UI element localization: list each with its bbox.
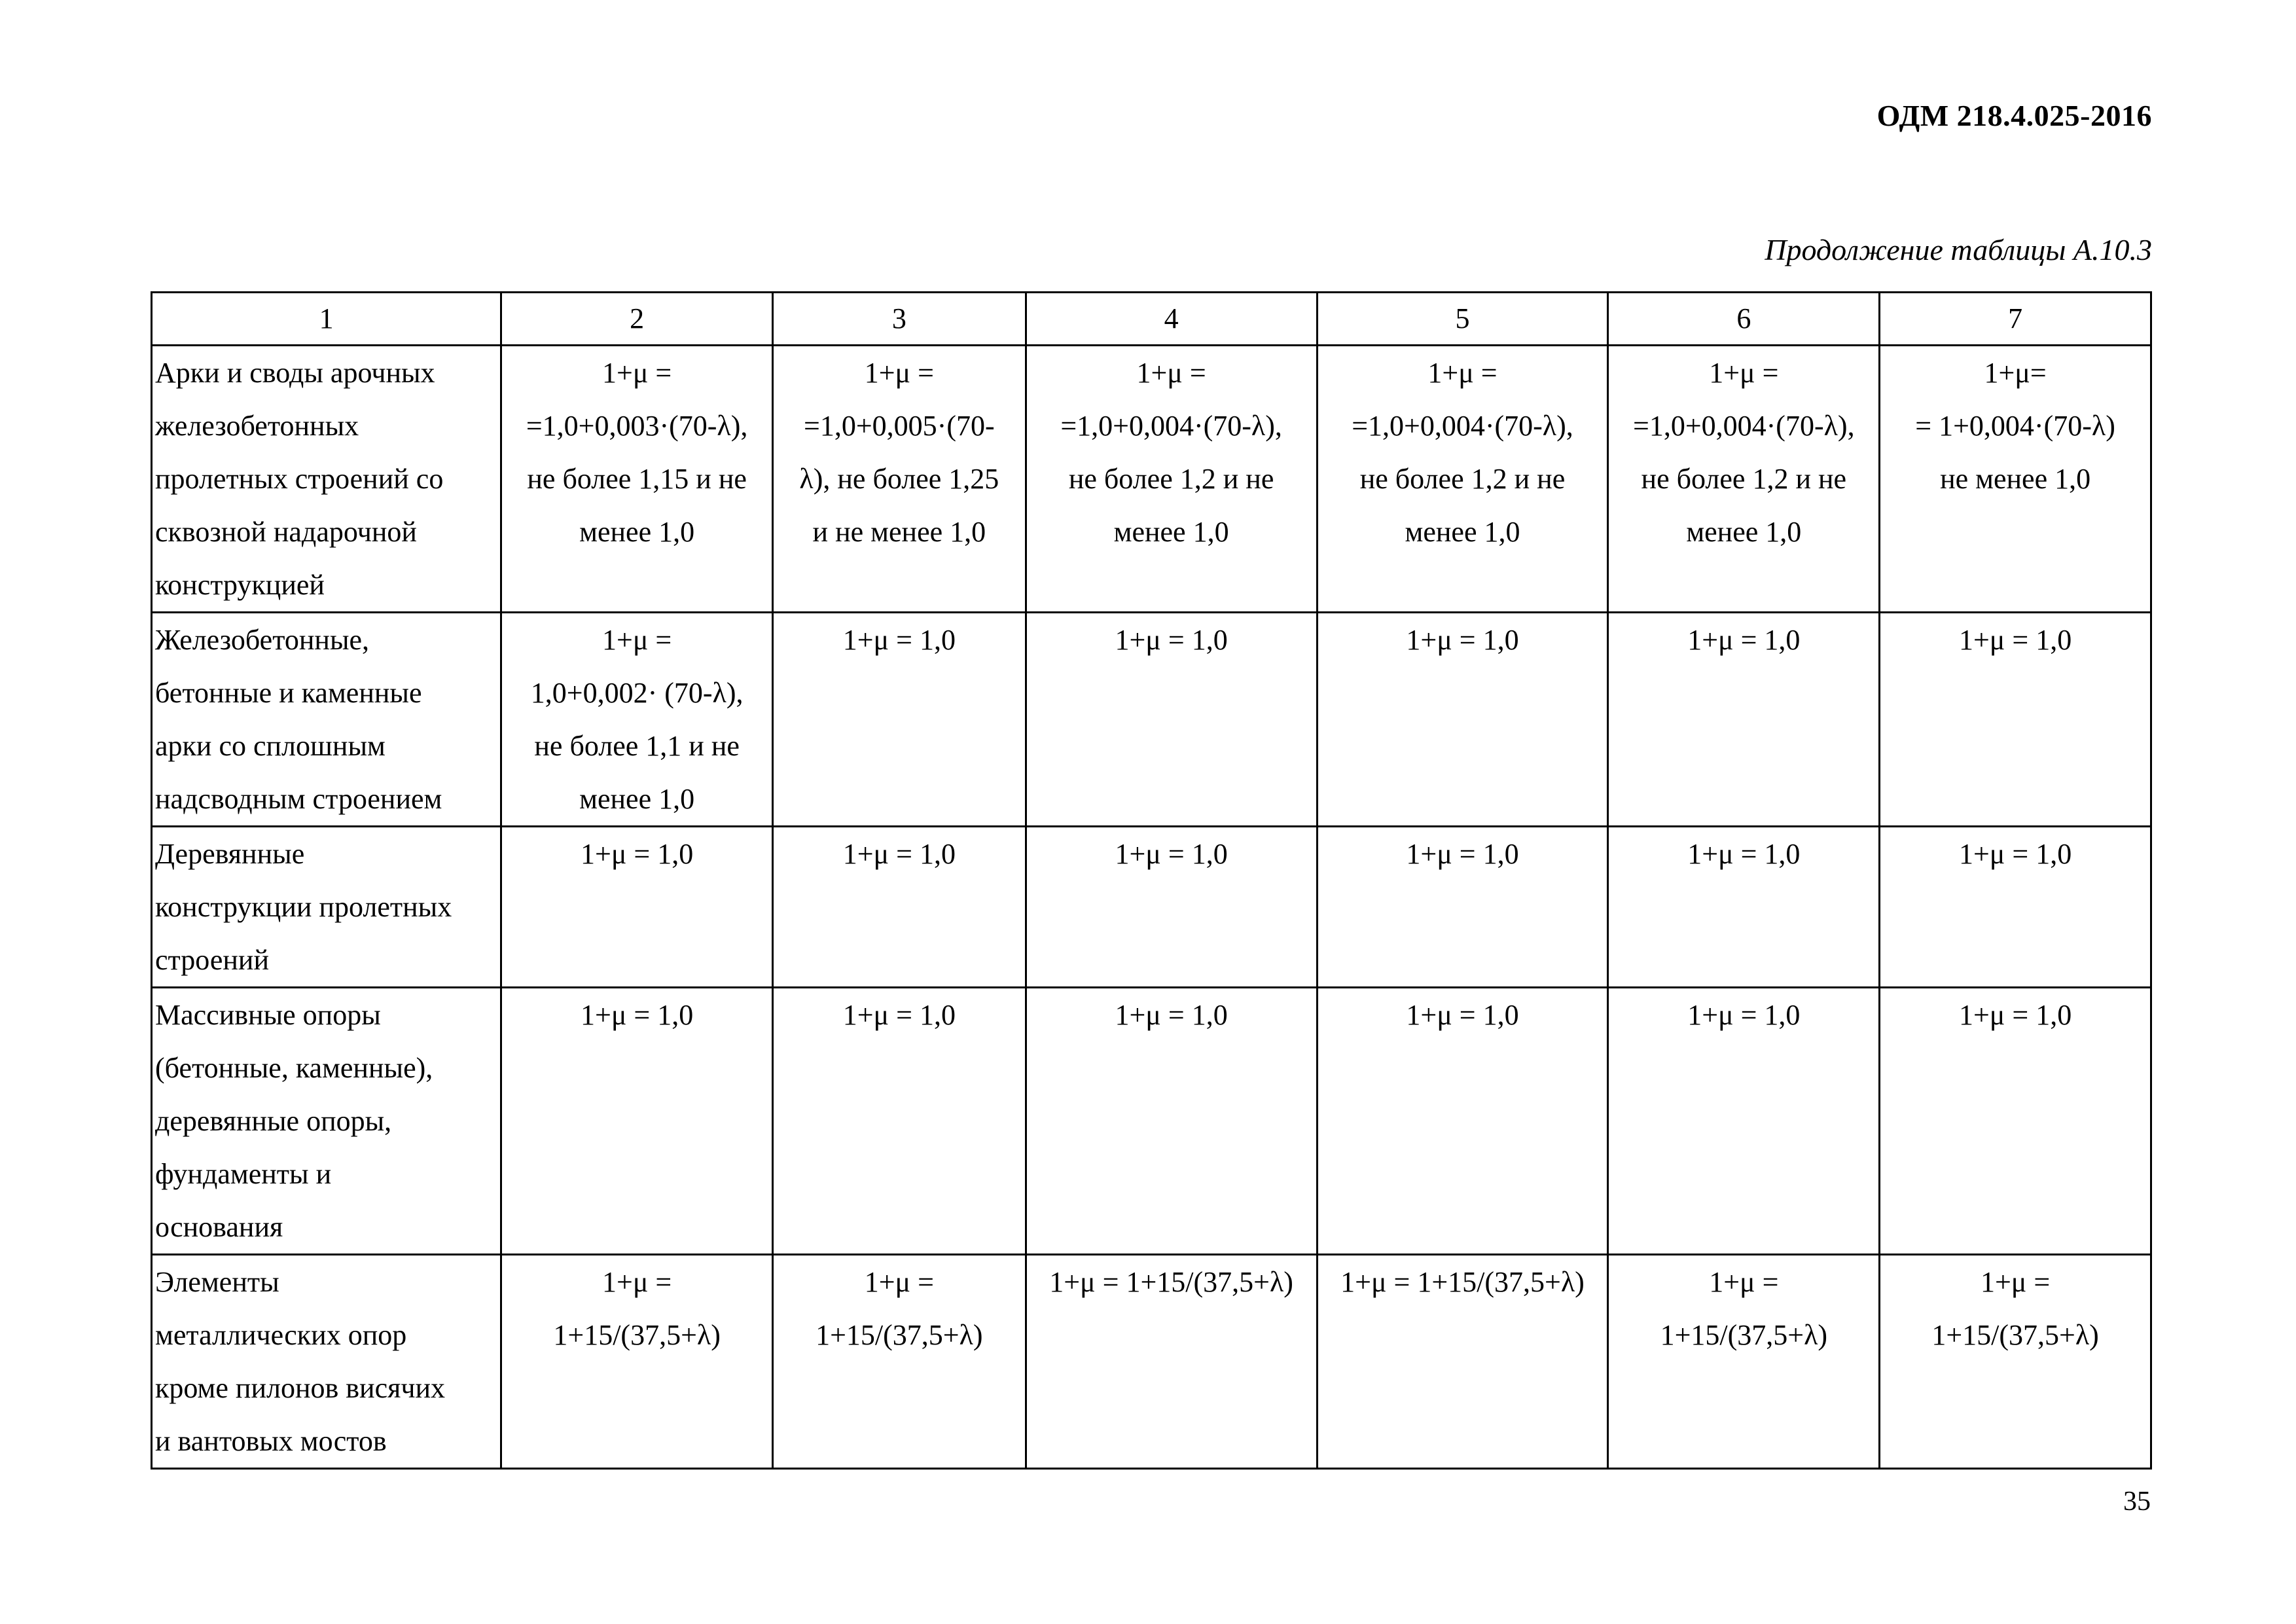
formula-line: 1+μ = 1,0 (1687, 838, 1801, 870)
value-cell (773, 827, 1026, 988)
row-label-line: кроме пилонов висячих (155, 1372, 446, 1404)
formula-line: 1+μ = 1,0 (1958, 838, 2072, 870)
row-label-line: строений (155, 944, 270, 976)
row-label-cell (152, 988, 501, 1255)
value-cell (1608, 613, 1880, 827)
value-cell (1317, 346, 1608, 613)
formula-line: 1+μ = 1,0 (581, 838, 694, 870)
formula-line: менее 1,0 (1113, 516, 1229, 548)
formula-line: 1+μ = (1709, 1266, 1779, 1298)
row-label-line: фундаменты и (155, 1158, 332, 1190)
table-row (152, 1255, 2151, 1469)
table-row (152, 613, 2151, 827)
row-label-line: надсводным строением (155, 783, 442, 815)
value-cell (1317, 613, 1608, 827)
value-cell (773, 988, 1026, 1255)
value-cell (1026, 1255, 1317, 1469)
column-header: 7 (1880, 293, 2151, 346)
row-label-line: (бетонные, каменные), (155, 1052, 433, 1084)
formula-line: менее 1,0 (579, 783, 695, 815)
row-label-line: деревянные опоры, (155, 1105, 392, 1137)
formula-line: менее 1,0 (1405, 516, 1520, 548)
value-cell (1880, 827, 2151, 988)
value-cell (773, 613, 1026, 827)
row-label-line: и вантовых мостов (155, 1425, 387, 1457)
formula-line: =1,0+0,004·(70-λ), (1633, 410, 1855, 442)
value-cell (1026, 827, 1317, 988)
value-cell (1880, 613, 2151, 827)
formula-line: 1+μ = (1427, 357, 1498, 389)
document-code: ОДМ 218.4.025-2016 (1876, 99, 2152, 132)
value-cell (1026, 988, 1317, 1255)
formula-line: не более 1,1 и не (534, 730, 740, 762)
formula-line: 1+μ = 1,0 (842, 624, 956, 656)
value-cell (1026, 346, 1317, 613)
formula-line: менее 1,0 (579, 516, 695, 548)
formula-line: 1+μ = (1709, 357, 1779, 389)
page-number: 35 (2123, 1487, 2151, 1517)
row-label-line: конструкции пролетных (155, 891, 452, 923)
formula-line: 1+15/(37,5+λ) (816, 1319, 983, 1351)
formula-line: 1+15/(37,5+λ) (553, 1319, 721, 1351)
row-label-line: конструкцией (155, 569, 325, 601)
formula-line: 1+μ = (864, 357, 934, 389)
formula-line: не более 1,2 и не (1068, 463, 1274, 495)
formula-line: 1+μ = 1,0 (1406, 999, 1519, 1031)
value-cell (1608, 346, 1880, 613)
formula-line: и не менее 1,0 (812, 516, 986, 548)
row-label-line: Массивные опоры (155, 999, 381, 1031)
row-label-cell (152, 1255, 501, 1469)
value-cell (1317, 827, 1608, 988)
formula-line: 1,0+0,002· (70-λ), (530, 677, 744, 709)
table-header-row (152, 293, 2151, 346)
formula-line: 1+μ = (602, 624, 672, 656)
value-cell (1317, 988, 1608, 1255)
formula-line: 1+μ = 1,0 (1115, 624, 1228, 656)
formula-line: не менее 1,0 (1940, 463, 2091, 495)
row-label-cell (152, 346, 501, 613)
value-cell (1880, 346, 2151, 613)
value-cell (501, 613, 773, 827)
value-cell (1026, 613, 1317, 827)
formula-line: 1+15/(37,5+λ) (1660, 1319, 1828, 1351)
value-cell (773, 346, 1026, 613)
formula-line: =1,0+0,005·(70- (804, 410, 995, 442)
formula-line: 1+μ = (602, 1266, 672, 1298)
row-label-line: Арки и своды арочных (155, 357, 435, 389)
column-header: 5 (1317, 293, 1608, 346)
row-label-line: пролетных строений со (155, 463, 444, 495)
value-cell (1608, 827, 1880, 988)
formula-line: 1+μ = 1,0 (1687, 624, 1801, 656)
row-label-line: железобетонных (155, 410, 359, 442)
coefficient-table (151, 291, 2152, 1470)
formula-line: 1+μ = 1,0 (1406, 838, 1519, 870)
formula-line: 1+μ = 1,0 (581, 999, 694, 1031)
column-header: 1 (152, 293, 501, 346)
table-row (152, 346, 2151, 613)
table-body (152, 293, 2151, 1469)
formula-line: 1+μ = (1136, 357, 1206, 389)
value-cell (501, 988, 773, 1255)
table-caption: Продолжение таблицы А.10.3 (1765, 233, 2152, 266)
column-header: 2 (501, 293, 773, 346)
formula-line: 1+μ= (1984, 357, 2047, 389)
value-cell (1608, 1255, 1880, 1469)
formula-line: = 1+0,004·(70-λ) (1915, 410, 2115, 442)
formula-line: не более 1,15 и не (527, 463, 747, 495)
row-label-cell (152, 613, 501, 827)
row-label-line: арки со сплошным (155, 730, 386, 762)
value-cell (501, 1255, 773, 1469)
formula-line: 1+μ = (1980, 1266, 2051, 1298)
row-label-line: металлических опор (155, 1319, 407, 1351)
value-cell (501, 346, 773, 613)
formula-line: =1,0+0,004·(70-λ), (1060, 410, 1282, 442)
formula-line: менее 1,0 (1686, 516, 1802, 548)
formula-line: 1+μ = 1+15/(37,5+λ) (1049, 1266, 1293, 1298)
formula-line: 1+μ = 1,0 (842, 999, 956, 1031)
formula-line: 1+μ = 1,0 (1958, 999, 2072, 1031)
formula-line: не более 1,2 и не (1641, 463, 1847, 495)
table-row (152, 988, 2151, 1255)
row-label-cell (152, 827, 501, 988)
column-header: 6 (1608, 293, 1880, 346)
row-label-line: основания (155, 1211, 283, 1243)
row-label-line: бетонные и каменные (155, 677, 422, 709)
formula-line: =1,0+0,004·(70-λ), (1352, 410, 1573, 442)
formula-line: 1+μ = 1,0 (1687, 999, 1801, 1031)
formula-line: 1+μ = 1,0 (842, 838, 956, 870)
row-label-line: сквозной надарочной (155, 516, 417, 548)
formula-line: 1+μ = 1+15/(37,5+λ) (1340, 1266, 1585, 1298)
formula-line: 1+15/(37,5+λ) (1931, 1319, 2099, 1351)
value-cell (1317, 1255, 1608, 1469)
formula-line: 1+μ = (602, 357, 672, 389)
row-label-line: Железобетонные, (155, 624, 370, 656)
column-header: 4 (1026, 293, 1317, 346)
value-cell (1880, 1255, 2151, 1469)
formula-line: 1+μ = (864, 1266, 934, 1298)
formula-line: 1+μ = 1,0 (1958, 624, 2072, 656)
row-label-line: Элементы (155, 1266, 279, 1298)
formula-line: =1,0+0,003·(70-λ), (526, 410, 748, 442)
table-row (152, 827, 2151, 988)
formula-line: не более 1,2 и не (1359, 463, 1566, 495)
formula-line: 1+μ = 1,0 (1406, 624, 1519, 656)
column-header: 3 (773, 293, 1026, 346)
formula-line: 1+μ = 1,0 (1115, 999, 1228, 1031)
row-label-line: Деревянные (155, 838, 305, 870)
value-cell (1880, 988, 2151, 1255)
formula-line: 1+μ = 1,0 (1115, 838, 1228, 870)
formula-line: λ), не более 1,25 (799, 463, 999, 495)
value-cell (773, 1255, 1026, 1469)
value-cell (501, 827, 773, 988)
value-cell (1608, 988, 1880, 1255)
